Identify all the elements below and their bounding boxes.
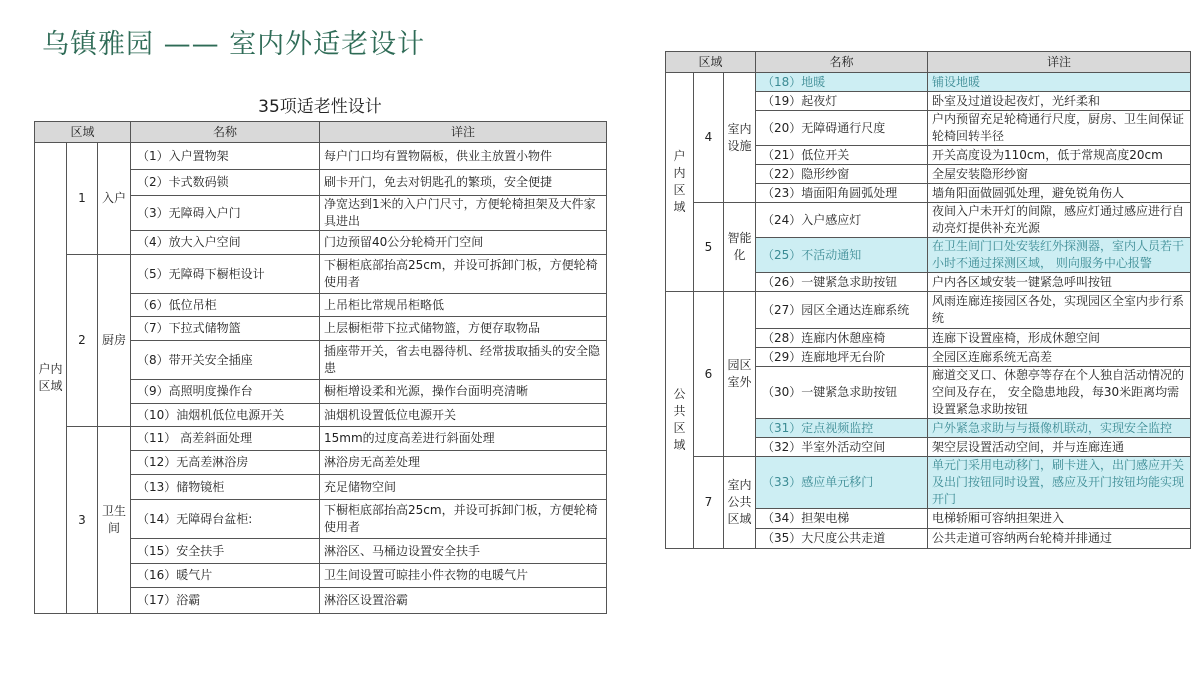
- group-zone-cell: [724, 73, 756, 203]
- main-zone-cell-line: 户内: [673, 149, 686, 180]
- item-name: （9）高照明度操作台: [131, 380, 320, 404]
- item-name: （17）浴霸: [131, 588, 320, 614]
- page-title: 乌镇雅园 —— 室内外适老设计: [42, 29, 426, 60]
- item-detail: 户内预留充足轮椅通行尺度，厨房、卫生间保证轮椅回转半径: [928, 111, 1191, 146]
- main-zone-cell-line: 区域: [673, 421, 686, 452]
- group-number: 2: [67, 255, 98, 427]
- item-name: （26）一键紧急求助按钮: [756, 273, 928, 292]
- group-zone-cell-line: 厨房: [102, 333, 127, 347]
- item-detail: 每户门口均有置物隔板，供业主放置小物件: [320, 143, 607, 170]
- item-name: （21）低位开关: [756, 146, 928, 165]
- item-name: （2）卡式数码锁: [131, 170, 320, 196]
- header-zone: 区域: [666, 52, 756, 73]
- item-name: （8）带开关安全插座: [131, 341, 320, 380]
- item-detail: 在卫生间门口处安装红外探测器，室内人员若干小时不通过探测区域， 则向服务中心报警: [928, 238, 1191, 273]
- item-detail: 上吊柜比常规吊柜略低: [320, 294, 607, 317]
- table-caption: 35项适老性设计: [258, 97, 382, 117]
- group-zone-cell-line: 区域: [727, 512, 752, 526]
- main-zone-cell-line: 户内: [38, 362, 63, 376]
- item-detail: 淋浴房无高差处理: [320, 451, 607, 475]
- item-name: （24）入户感应灯: [756, 203, 928, 238]
- item-name: （20）无障碍通行尺度: [756, 111, 928, 146]
- item-name: （16）暖气片: [131, 564, 320, 588]
- header-zone: 区域: [35, 122, 131, 143]
- item-name: （1）入户置物架: [131, 143, 320, 170]
- group-zone-cell-line: 卫生: [102, 504, 127, 518]
- group-number: 7: [694, 457, 724, 549]
- item-name: （25）不活动通知: [756, 238, 928, 273]
- left-design-table: [34, 121, 607, 614]
- item-name: （10）油烟机低位电源开关: [131, 404, 320, 427]
- table-row: [666, 457, 1191, 509]
- item-detail: 廊道交叉口、休憩亭等存在个人独自活动情况的空间及存在， 安全隐患地段，每30米距离均需设置紧急求助按钮: [928, 367, 1191, 419]
- group-zone-cell-line: 园区: [727, 358, 752, 372]
- group-zone-cell-line: 智能: [727, 231, 752, 245]
- group-zone-cell-line: 入户: [102, 191, 127, 205]
- main-zone-cell: [666, 73, 694, 292]
- item-detail: 刷卡开门，免去对钥匙孔的繁琐，安全便捷: [320, 170, 607, 196]
- item-name: （13）储物镜柜: [131, 475, 320, 500]
- item-detail: 15mm的过度高差进行斜面处理: [320, 427, 607, 451]
- main-zone-cell: [666, 292, 694, 549]
- item-detail: 夜间入户未开灯的间隙，感应灯通过感应进行自动亮灯提供补充光源: [928, 203, 1191, 238]
- item-detail: 风雨连廊连接园区各处，实现园区全室内步行系统: [928, 292, 1191, 329]
- table-row: [35, 255, 607, 294]
- item-detail: 淋浴区、马桶边设置安全扶手: [320, 539, 607, 564]
- header-detail: 详注: [928, 52, 1191, 73]
- item-detail: 铺设地暖: [928, 73, 1191, 92]
- header-name: 名称: [131, 122, 320, 143]
- item-name: （19）起夜灯: [756, 92, 928, 111]
- table-row: [666, 203, 1191, 238]
- item-name: （5）无障碍下橱柜设计: [131, 255, 320, 294]
- item-detail: 充足储物空间: [320, 475, 607, 500]
- main-zone-cell-line: 区域: [38, 379, 63, 393]
- item-name: （31）定点视频监控: [756, 419, 928, 438]
- item-name: （12）无高差淋浴房: [131, 451, 320, 475]
- item-detail: 净宽达到1米的入户门尺寸，方便轮椅担架及大件家具进出: [320, 196, 607, 231]
- group-zone-cell-line: 设施: [727, 138, 752, 153]
- item-detail: 开关高度设为110cm，低于常规高度20cm: [928, 146, 1191, 165]
- group-zone-cell: [98, 143, 131, 255]
- item-detail: 门边预留40公分轮椅开门空间: [320, 231, 607, 255]
- main-zone-cell-line: 公共: [673, 387, 686, 418]
- item-detail: 全屋安装隐形纱窗: [928, 165, 1191, 184]
- group-number: 3: [67, 427, 98, 614]
- item-name: （28）连廊内休憩座椅: [756, 329, 928, 348]
- group-zone-cell: [724, 203, 756, 292]
- item-detail: 单元门采用电动移门，刷卡进入，出门感应开关及出门按钮同时设置，感应及开门按钮均能实现开门: [928, 457, 1191, 509]
- table-row: [666, 73, 1191, 92]
- item-name: （6）低位吊柜: [131, 294, 320, 317]
- item-detail: 连廊下设置座椅，形成休憩空间: [928, 329, 1191, 348]
- group-number: 1: [67, 143, 98, 255]
- item-detail: 插座带开关，省去电器待机、经常拔取插头的安全隐患: [320, 341, 607, 380]
- item-detail: 油烟机设置低位电源开关: [320, 404, 607, 427]
- item-detail: 架空层设置活动空间，并与连廊连通: [928, 438, 1191, 457]
- group-zone-cell: [98, 427, 131, 614]
- item-name: （4）放大入户空间: [131, 231, 320, 255]
- item-name: （14）无障碍台盆柜:: [131, 500, 320, 539]
- item-detail: 全园区连廊系统无高差: [928, 348, 1191, 367]
- item-name: （11） 高差斜面处理: [131, 427, 320, 451]
- item-detail: 户内各区域安装一键紧急呼叫按钮: [928, 273, 1191, 292]
- header-name: 名称: [756, 52, 928, 73]
- item-name: （7）下拉式储物篮: [131, 317, 320, 341]
- item-name: （33）感应单元移门: [756, 457, 928, 509]
- item-detail: 下橱柜底部抬高25cm，并设可拆卸门板，方便轮椅使用者: [320, 255, 607, 294]
- item-name: （3）无障碍入户门: [131, 196, 320, 231]
- group-number: 6: [694, 292, 724, 457]
- item-name: （18）地暖: [756, 73, 928, 92]
- item-name: （23）墙面阳角圆弧处理: [756, 184, 928, 203]
- item-name: （29）连廊地坪无台阶: [756, 348, 928, 367]
- table-row: [666, 292, 1191, 329]
- item-detail: 卧室及过道设起夜灯，光纤柔和: [928, 92, 1191, 111]
- item-name: （35）大尺度公共走道: [756, 529, 928, 549]
- item-detail: 公共走道可容纳两台轮椅并排通过: [928, 529, 1191, 549]
- group-number: 4: [694, 73, 724, 203]
- item-name: （27）园区全通达连廊系统: [756, 292, 928, 329]
- table-row: [35, 143, 607, 170]
- main-zone-cell: [35, 143, 67, 614]
- item-detail: 墙角阳面做圆弧处理，避免锐角伤人: [928, 184, 1191, 203]
- item-detail: 淋浴区设置浴霸: [320, 588, 607, 614]
- group-zone-cell-line: 室内: [727, 121, 752, 136]
- right-design-table: [665, 51, 1191, 549]
- group-zone-cell-line: 室外: [727, 375, 752, 389]
- item-detail: 上层橱柜带下拉式储物篮，方便存取物品: [320, 317, 607, 341]
- group-zone-cell-line: 公共: [727, 495, 752, 509]
- item-detail: 电梯轿厢可容纳担架进入: [928, 509, 1191, 529]
- item-name: （34）担架电梯: [756, 509, 928, 529]
- main-zone-cell-line: 区域: [673, 183, 686, 214]
- group-number: 5: [694, 203, 724, 292]
- item-name: （30）一键紧急求助按钮: [756, 367, 928, 419]
- item-detail: 下橱柜底部抬高25cm，并设可拆卸门板，方便轮椅使用者: [320, 500, 607, 539]
- item-detail: 户外紧急求助与与摄像机联动，实现安全监控: [928, 419, 1191, 438]
- group-zone-cell-line: 间: [108, 521, 121, 535]
- item-name: （22）隐形纱窗: [756, 165, 928, 184]
- group-zone-cell-line: 化: [733, 248, 746, 262]
- item-detail: 卫生间设置可晾挂小件衣物的电暖气片: [320, 564, 607, 588]
- item-name: （32）半室外活动空间: [756, 438, 928, 457]
- group-zone-cell: [724, 292, 756, 457]
- item-name: （15）安全扶手: [131, 539, 320, 564]
- header-detail: 详注: [320, 122, 607, 143]
- group-zone-cell: [724, 457, 756, 549]
- group-zone-cell: [98, 255, 131, 427]
- item-detail: 橱柜增设柔和光源，操作台面明亮清晰: [320, 380, 607, 404]
- table-row: [35, 427, 607, 451]
- group-zone-cell-line: 室内: [727, 478, 752, 492]
